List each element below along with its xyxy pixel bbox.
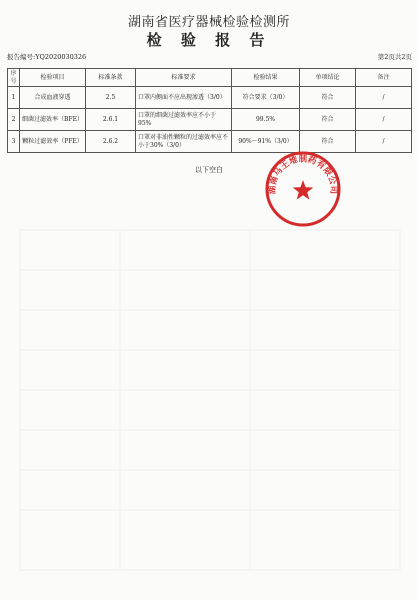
col-header-requirement: 标准要求 bbox=[136, 69, 232, 87]
cell-clause: 2.6.1 bbox=[86, 109, 136, 131]
table-row bbox=[8, 87, 412, 109]
cell-remark: / bbox=[356, 109, 412, 131]
cell-requirement: 口罩内侧面不应出现渗透（3/0） bbox=[136, 87, 232, 109]
col-header-no: 序号 bbox=[8, 69, 20, 87]
cell-no: 1 bbox=[8, 87, 20, 109]
col-header-clause: 标准条款 bbox=[86, 69, 136, 87]
col-header-result: 检验结果 bbox=[232, 69, 300, 87]
table-header-row bbox=[8, 69, 412, 87]
cell-item: 合成血液穿透 bbox=[20, 87, 86, 109]
report-number bbox=[7, 52, 86, 61]
blank-below-note: 以下空白 bbox=[195, 166, 223, 174]
cell-requirement: 口罩的细菌过滤效率应不小于95% bbox=[136, 109, 232, 131]
cell-remark: / bbox=[356, 131, 412, 153]
table-row bbox=[8, 131, 412, 153]
cell-conclusion: 符合 bbox=[300, 131, 356, 153]
cell-no: 3 bbox=[8, 131, 20, 153]
cell-result: 99.5% bbox=[232, 109, 300, 131]
col-header-item: 检验项目 bbox=[20, 69, 86, 87]
page-indicator: 第2页共2页 bbox=[377, 53, 412, 61]
cell-conclusion: 符合 bbox=[300, 109, 356, 131]
col-header-remark: 备注 bbox=[356, 69, 412, 87]
table-row bbox=[8, 109, 412, 131]
document-title: 检 验 报 告 bbox=[146, 31, 272, 49]
col-header-conclusion: 单项结论 bbox=[300, 69, 356, 87]
inspection-table bbox=[7, 68, 412, 153]
cell-result: 90%～91%（3/0） bbox=[232, 131, 300, 153]
cell-item: 颗粒过滤效率（PFE） bbox=[20, 131, 86, 153]
seal-star-icon bbox=[293, 180, 314, 200]
company-seal-stamp bbox=[264, 150, 342, 228]
cell-remark: / bbox=[356, 87, 412, 109]
cell-result: 符合要求（3/0） bbox=[232, 87, 300, 109]
cell-no: 2 bbox=[8, 109, 20, 131]
cell-requirement: 口罩对非油性颗粒的过滤效率应不小于30%（3/0） bbox=[136, 131, 232, 153]
cell-clause: 2.6.2 bbox=[86, 131, 136, 153]
report-number-label: 报告编号: bbox=[7, 53, 36, 61]
cell-conclusion: 符合 bbox=[300, 87, 356, 109]
seal-text-path: 湖南马王堆制药有限公司 bbox=[267, 154, 339, 195]
cell-item: 细菌过滤效率（BFE） bbox=[20, 109, 86, 131]
report-number-value: YQ2020030326 bbox=[35, 53, 87, 61]
cell-clause: 2.5 bbox=[86, 87, 136, 109]
institution-name: 湖南省医疗器械检验检测所 bbox=[127, 15, 290, 30]
